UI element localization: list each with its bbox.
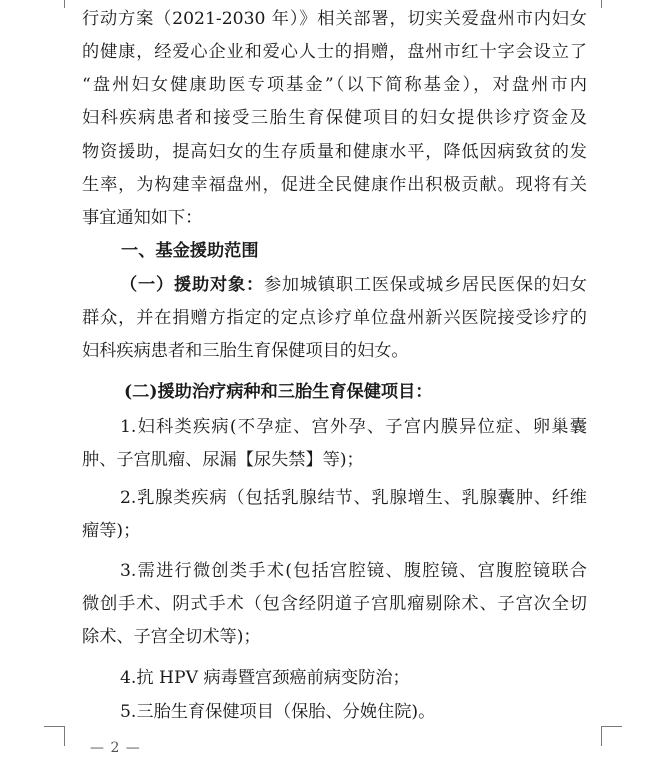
list-item-cont: 除术、子宫全切术等)； — [82, 627, 261, 647]
item1-label: （一）援助对象： — [120, 275, 264, 295]
page-number: — 2 — — [90, 740, 141, 756]
item2-heading: (二)援助治疗病种和三胎生育保健项目： — [124, 382, 433, 402]
crop-mark-bottom-right-v — [601, 726, 602, 746]
crop-mark-bottom-left-v — [64, 726, 65, 746]
list-item: 3.需进行微创类手术(包括宫腔镜、腹腔镜、宫腹腔镜联合 — [120, 561, 587, 581]
crop-mark-bottom-right-h — [601, 726, 622, 727]
list-item: 1.妇科类疾病(不孕症、宫外孕、子宫内膜异位症、卵巢囊 — [120, 417, 587, 437]
intro-line: “盘州妇女健康助医专项基金”（以下简称基金），对盘州市内 — [82, 75, 587, 95]
intro-line: 妇科疾病患者和接受三胎生育保健项目的妇女提供诊疗资金及 — [82, 108, 587, 128]
item1-line: 群众，并在捐赠方指定的定点诊疗单位盘州新兴医院接受诊疗的 — [82, 308, 587, 328]
intro-line: 事宜通知如下： — [82, 208, 203, 228]
intro-line: 物资援助，提高妇女的生存质量和健康水平，降低因病致贫的发 — [82, 142, 587, 162]
intro-line: 的健康，经爱心企业和爱心人士的捐赠，盘州市红十字会设立了 — [82, 42, 587, 62]
item1-first-line — [120, 277, 587, 294]
list-item-cont: 肿、子宫肌瘤、尿漏【尿失禁】等)； — [82, 450, 364, 470]
section-heading: 一、基金援助范围 — [121, 241, 259, 261]
list-item-cont: 瘤等)； — [82, 521, 141, 541]
item1-text: 参加城镇职工医保或城乡居民医保的妇女 — [263, 275, 587, 295]
list-item-cont: 微创手术、阴式手术（包含经阴道子宫肌瘤剔除术、子宫次全切 — [82, 594, 587, 614]
crop-mark-bottom-left-h — [44, 726, 65, 727]
list-item: 2.乳腺类疾病（包括乳腺结节、乳腺增生、乳腺囊肿、纤维 — [120, 488, 587, 508]
crop-mark-top-right-v — [601, 0, 602, 8]
list-item: 5.三胎生育保健项目（保胎、分娩住院)。 — [120, 702, 436, 722]
crop-mark-top-left-v — [64, 0, 65, 8]
intro-line: 生率，为构建幸福盘州，促进全民健康作出积极贡献。现将有关 — [82, 175, 587, 195]
intro-line: 行动方案（2021-2030 年）》相关部署，切实关爱盘州市内妇女 — [82, 9, 587, 29]
item1-line: 妇科疾病患者和三胎生育保健项目的妇女。 — [82, 341, 409, 361]
list-item: 4.抗 HPV 病毒暨宫颈癌前病变防治； — [120, 668, 410, 688]
